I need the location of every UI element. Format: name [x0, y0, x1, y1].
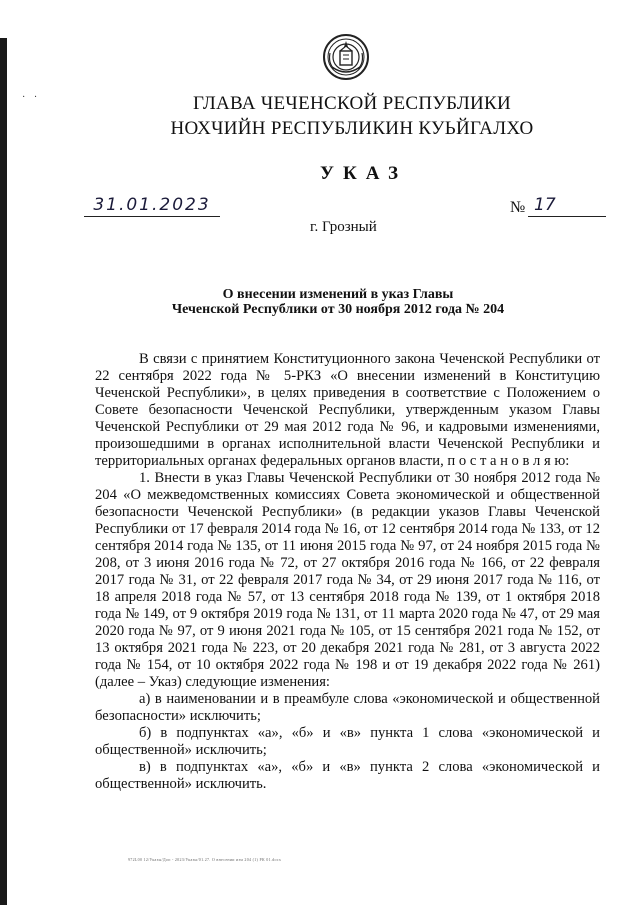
item-1-paragraph: 1. Внести в указ Главы Чеченской Республики от 30 ноября 2012 года № 204 «О межведомственных комиссиях Совета экономической и общественной безопасности Чеченской Республики» (в редакции указов Главы Чеченской Республики от 17 февраля 2014 года № 16, от 12 сентября 2014 года № 133, от 12 сентября 2014 года № 135, от 11 июня 2015 года № 97, от 24 ноября 2015 года № 208, от 3 июня 2016 года № 72, от 27 октября 2016 года № 166, от 22 февраля 2017 года № 31, от 22 февраля 2017 года № 34, от 29 июня 2017 года № 116, от 18 апреля 2018 года № 57, от 13 сентября 2018 года № 139, от 1 октября 2018 года № 149, от 9 октября 2019 года № 131, от 11 марта 2020 года № 47, от 29 мая 2020 года № 97, от 9 июня 2021 года № 105, от 15 сентября 2021 года № 152, от 13 октября 2021 года № 223, от 20 декабря 2021 года № 281, от 3 августа 2022 года № 154, от 10 октября 2022 года № 198 и от 19 декабря 2022 года № 261) (далее – Указ) следующие изменения:	[95, 470, 600, 690]
preamble-paragraph: В связи с принятием Конституционного закона Чеченской Республики от 22 сентября 2022 года № 5-РКЗ «О внесении изменений в Конституцию Чеченской Республики», в целях приведения в соответствие с Положением о Совете безопасности Чеченской Республики, утвержденным указом Главы Чеченской Республики от 29 мая 2012 года № 96, и кадровыми изменениями, произошедшими в органах исполнительной власти Чеченской Республики и территориальных органах федеральных органов власти, п о с т а н о в л я ю:	[95, 351, 600, 469]
file-path-footer: 972L00 12/Указы/Доп - 2023/Указы/01.27. О внесении изм 204 (1) РК 01.docx	[128, 857, 282, 862]
header-line-1: ГЛАВА ЧЕЧЕНСКОЙ РЕСПУБЛИКИ	[192, 93, 512, 114]
item-b-paragraph: б) в подпунктах «а», «б» и «в» пункта 1 слова «экономической и общественной» исключить;	[95, 725, 600, 758]
city: г. Грозный	[310, 219, 377, 235]
item-a-paragraph: а) в наименовании и в преамбуле слова «экономической и общественной безопасности» исключить;	[95, 691, 600, 724]
document-body	[95, 351, 600, 793]
document-date: 31.01.2023	[84, 194, 220, 217]
coat-of-arms-emblem-icon	[322, 33, 370, 81]
document-title-line-2: Чеченской Республики от 30 ноября 2012 года № 204	[171, 302, 505, 317]
scan-edge-bar	[0, 38, 7, 905]
number-label: №	[510, 199, 526, 216]
scan-dots: · ·	[22, 92, 41, 103]
document-title-line-1: О внесении изменений в указ Главы	[222, 287, 454, 302]
header-line-2: НОХЧИЙН РЕСПУБЛИКИН КУЬЙГАЛХО	[170, 118, 534, 139]
document-number: 17	[528, 194, 606, 217]
item-v-paragraph: в) в подпунктах «а», «б» и «в» пункта 2 слова «экономической и общественной» исключить.	[95, 759, 600, 792]
document-type: УКАЗ	[320, 163, 407, 184]
